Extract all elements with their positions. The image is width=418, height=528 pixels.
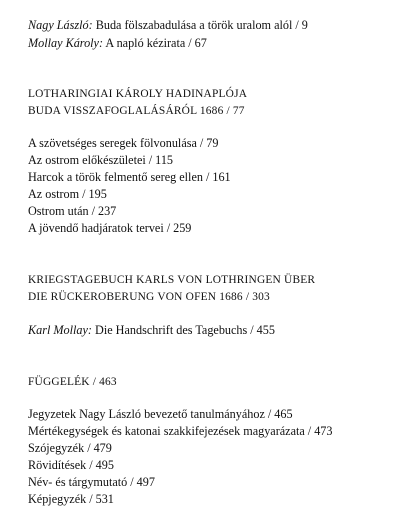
- toc-entry-page: 531: [95, 492, 114, 506]
- toc-entry-title: Rövidítések: [28, 458, 87, 472]
- section-heading: [28, 273, 315, 288]
- page-separator: /: [267, 407, 272, 421]
- toc-entry: [28, 153, 173, 168]
- toc-entry-title: A napló kézirata: [105, 36, 186, 50]
- toc-entry-page: 479: [93, 441, 112, 455]
- toc-entry: [28, 221, 191, 236]
- page-separator: /: [295, 18, 299, 32]
- page-separator: /: [89, 458, 93, 472]
- toc-entry-title: Mértékegységek és katonai szakkifejezések magyarázata: [28, 424, 305, 438]
- toc-entry-title: Az ostrom előkészületei: [28, 153, 146, 167]
- section-heading-text: FÜGGELÉK: [28, 376, 90, 388]
- section-heading-page: 463: [99, 376, 117, 388]
- section-heading-page: 303: [252, 291, 270, 303]
- toc-entry: [28, 323, 275, 338]
- page-separator: /: [148, 153, 153, 167]
- toc-entry-title: A szövetséges seregek fölvonulása: [28, 136, 197, 150]
- toc-entry-title: Képjegyzék: [28, 492, 87, 506]
- toc-entry: [28, 18, 308, 33]
- toc-entry-page: 67: [194, 36, 207, 50]
- toc-entry-page: 259: [173, 221, 192, 235]
- toc-entry: [28, 170, 231, 185]
- toc-entry-title: Buda fölszabadulása a török uralom alól: [95, 18, 293, 32]
- page-separator: /: [199, 136, 204, 150]
- toc-entry-page: 9: [301, 18, 308, 32]
- toc-entry-author: Karl Mollay:: [28, 323, 92, 337]
- page-separator: /: [205, 170, 210, 184]
- page-separator: /: [188, 36, 192, 50]
- toc-entry-title: Szójegyzék: [28, 441, 85, 455]
- page-separator: /: [82, 187, 86, 201]
- toc-entry-title: Die Handschrift des Tagebuchs: [95, 323, 248, 337]
- toc-entry-page: 115: [155, 153, 174, 167]
- page-separator: /: [91, 204, 95, 218]
- toc-entry: [28, 424, 332, 439]
- toc-entry: [28, 475, 155, 490]
- toc-entry-title: A jövendő hadjáratok tervei: [28, 221, 164, 235]
- toc-entry-page: 495: [95, 458, 114, 472]
- toc-entry: [28, 492, 114, 507]
- section-heading: [28, 375, 117, 390]
- toc-entry: [28, 36, 207, 51]
- section-heading-text: LOTHARINGIAI KÁROLY HADINAPLÓJA: [28, 88, 248, 100]
- section-heading: [28, 87, 247, 102]
- section-heading-page: 77: [232, 105, 245, 117]
- page-separator: /: [307, 424, 312, 438]
- toc-entry: [28, 441, 112, 456]
- toc-entry-page: 237: [97, 204, 117, 218]
- toc-entry-title: Ostrom után: [28, 204, 89, 218]
- toc-entry-page: 497: [136, 475, 155, 489]
- section-heading: [28, 104, 245, 119]
- toc-entry: [28, 458, 114, 473]
- toc-entry: [28, 187, 107, 202]
- toc-entry-page: 473: [314, 424, 333, 438]
- toc-entry: [28, 136, 218, 151]
- page-separator: /: [92, 376, 97, 388]
- toc-entry-title: Név- és tárgymutató: [28, 475, 128, 489]
- section-heading-text: KRIEGSTAGEBUCH KARLS VON LOTHRINGEN ÜBER: [28, 274, 316, 286]
- toc-entry-page: 455: [256, 323, 275, 337]
- page-separator: /: [226, 105, 230, 117]
- toc-entry-author: Nagy László:: [28, 18, 93, 32]
- toc-entry-page: 79: [206, 136, 219, 150]
- section-heading-text: BUDA VISSZAFOGLALÁSÁRÓL 1686: [28, 105, 224, 117]
- section-heading-text: DIE RÜCKEROBERUNG VON OFEN 1686: [28, 291, 243, 303]
- section-heading: [28, 290, 270, 305]
- toc-entry-title: Az ostrom: [28, 187, 80, 201]
- page-separator: /: [130, 475, 134, 489]
- page-separator: /: [87, 441, 91, 455]
- toc-entry-page: 161: [212, 170, 231, 184]
- toc-entry-page: 195: [88, 187, 107, 201]
- toc-entry: [28, 204, 116, 219]
- toc-entry: [28, 407, 293, 422]
- toc-entry-page: 465: [274, 407, 293, 421]
- page-separator: /: [250, 323, 254, 337]
- page-separator: /: [89, 492, 93, 506]
- toc-entry-author: Mollay Károly:: [28, 36, 104, 50]
- toc-entry-title: Harcok a török felmentő sereg ellen: [28, 170, 203, 184]
- page-separator: /: [166, 221, 171, 235]
- page-separator: /: [245, 291, 250, 303]
- toc-entry-title: Jegyzetek Nagy László bevezető tanulmányához: [28, 407, 265, 421]
